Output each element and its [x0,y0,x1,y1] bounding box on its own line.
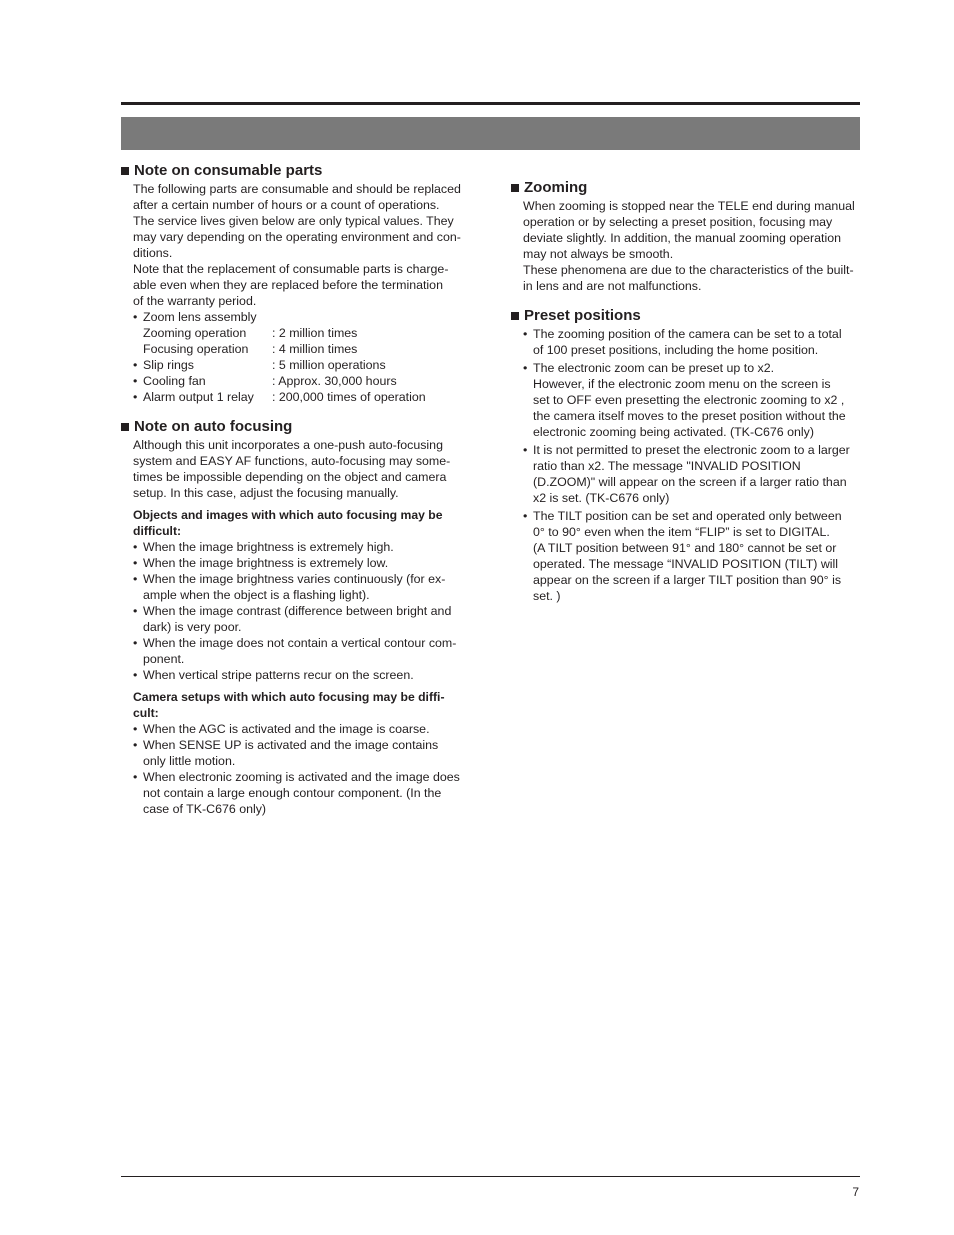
zooming-paragraph: When zooming is stopped near the TELE end during manual operation or by selecting a preset position, focusing may deviate slightly. In addition, the manual zooming operation may not always be smooth. These phenomena are due to the characteristics of the built- in lens and are not malfunctions. [523,199,855,293]
list-item: • When the image does not contain a vertical contour com- ponent. [133,635,470,667]
square-bullet-icon [121,423,129,431]
spec-row: • Slip rings : 5 million operations [133,357,426,373]
autofocus-heading: Note on auto focusing [121,418,470,436]
list-item: • When SENSE UP is activated and the image contains only little motion. [133,737,470,769]
spec-row: • Cooling fan : Approx. 30,000 hours [133,373,426,389]
spec-row: • Zoom lens assembly [133,309,426,325]
list-item: • When electronic zooming is activated and the image does not contain a large enough contour component. (In the case of TK-C676 only) [133,769,470,817]
spec-row: Zooming operation : 2 million times [143,326,358,340]
list-item: • When the AGC is activated and the image is coarse. [133,721,470,737]
objects-subheading: Objects and images with which auto focusing may be difficult: [133,508,443,538]
consumable-heading: Note on consumable parts [121,162,470,180]
page-number: 7 [852,1185,859,1199]
header-band [121,117,860,150]
bottom-rule [121,1176,860,1177]
square-bullet-icon [511,184,519,192]
setups-list [133,721,470,817]
list-item: • When the image contrast (difference between bright and dark) is very poor. [133,603,470,635]
list-item: • When vertical stripe patterns recur on the screen. [133,667,470,683]
square-bullet-icon [121,167,129,175]
service-life-table [133,309,426,405]
list-item: • When the image brightness is extremely high. [133,539,470,555]
list-item: • The TILT position can be set and operated only between 0° to 90° even when the item “FLIP” is set to DIGITAL. (A TILT position between 91° and 180° cannot be set or operated. The message “INVALID POSITION (TILT) will appear on the screen if a larger TILT position than 90° is set. ) [523,508,860,604]
top-rule [121,102,860,105]
list-item: • It is not permitted to preset the electronic zoom to a larger ratio than x2. The message "INVALID POSITION (D.ZOOM)" will appear on the screen if a larger ratio than x2 is set. (TK-C676 only) [523,442,860,506]
setups-subheading: Camera setups with which auto focusing may be diffi- cult: [133,690,445,720]
list-item: • When the image brightness varies continuously (for ex- ample when the object is a flashing light). [133,571,470,603]
square-bullet-icon [511,312,519,320]
list-item: • The zooming position of the camera can be set to a total of 100 preset positions, including the home position. [523,326,860,358]
autofocus-paragraph: Although this unit incorporates a one-push auto-focusing system and EASY AF functions, auto-focusing may some- times be impossible depending on the object and camera setup. In this case, adjust the focusing manually. [133,438,451,500]
spec-row: • Alarm output 1 relay : 200,000 times of operation [133,389,426,405]
spec-row: Focusing operation : 4 million times [143,342,358,356]
consumable-paragraph-2: Note that the replacement of consumable parts is charge- able even when they are replaced before the termination of the warranty period. [133,262,449,308]
consumable-paragraph-1: The following parts are consumable and should be replaced after a certain number of hours or a count of operations. The service lives given below are only typical values. They may vary depending on the operating environment and con- ditions. [133,182,461,260]
right-column [511,179,860,606]
left-column [121,162,470,817]
preset-list [523,326,860,604]
objects-list [133,539,470,683]
list-item: • When the image brightness is extremely low. [133,555,470,571]
list-item: • The electronic zoom can be preset up to x2. However, if the electronic zoom menu on the screen is set to OFF even presetting the electronic zooming to x2 , the camera itself moves to the preset position without the electronic zooming being activated. (TK-C676 only) [523,360,860,440]
preset-heading: Preset positions [511,307,860,325]
zooming-heading: Zooming [511,179,860,197]
